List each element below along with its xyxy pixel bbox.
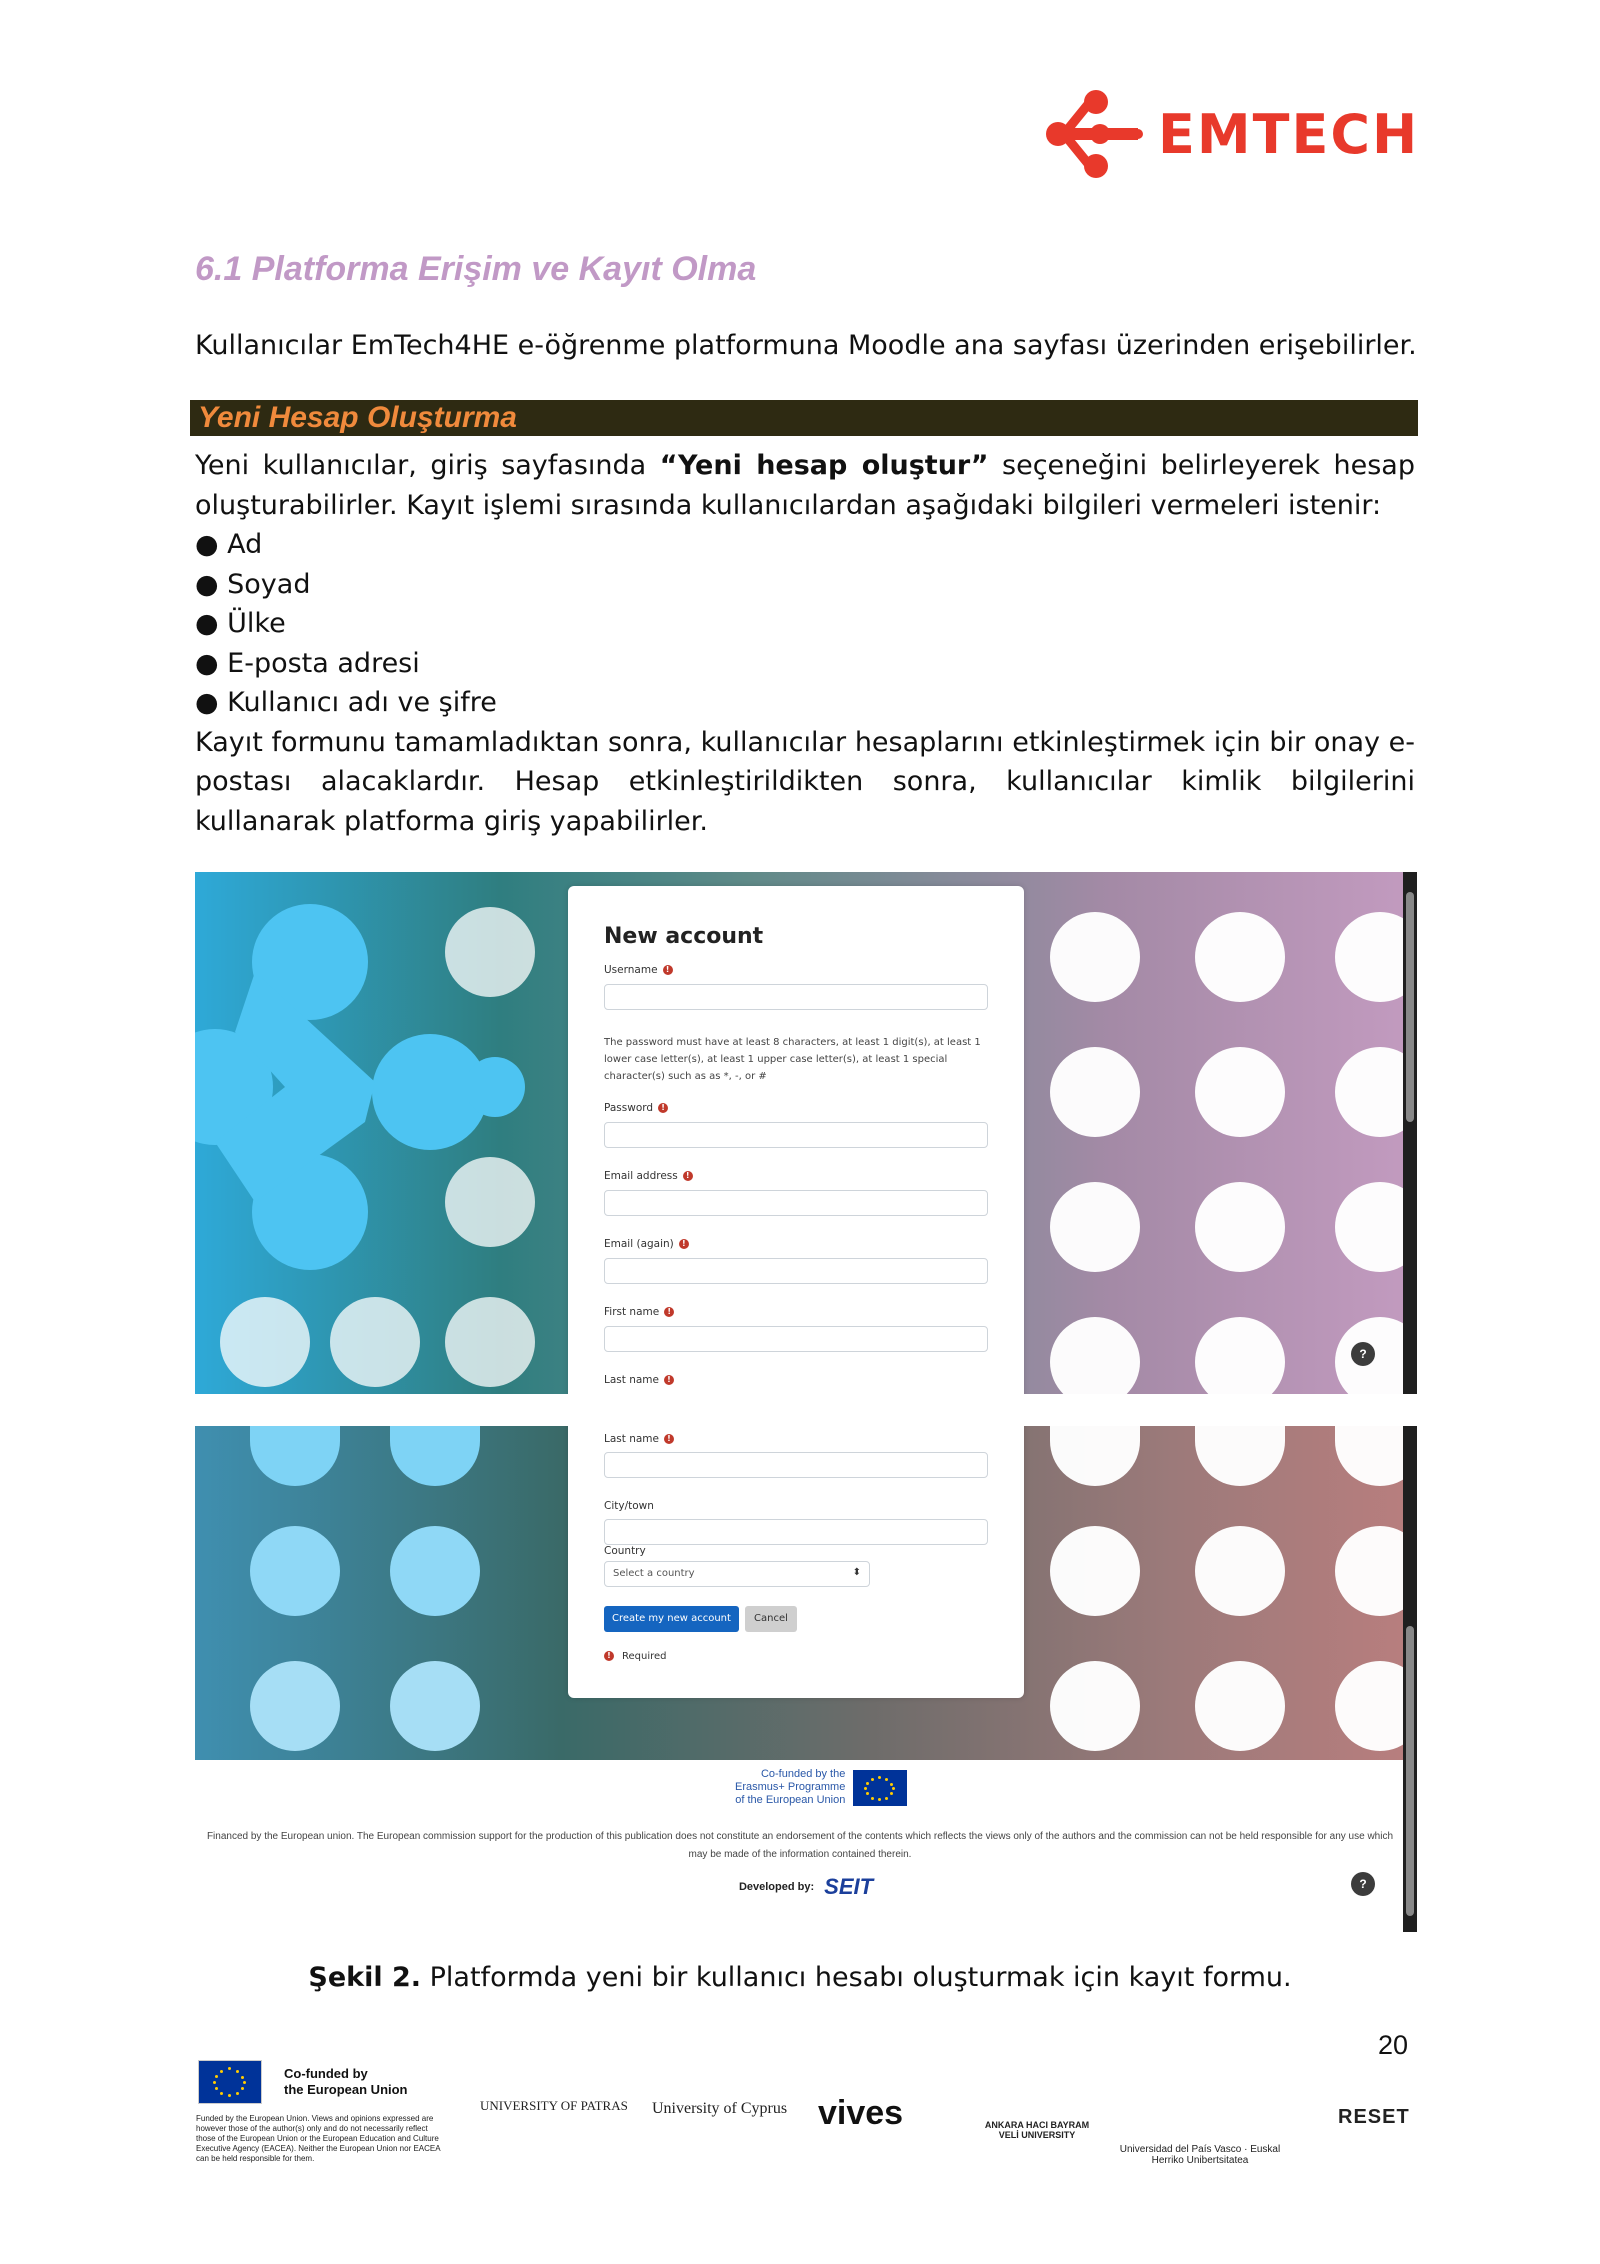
eu-flag-icon [198,2060,262,2104]
body-paragraph-2: Kayıt formunu tamamladıktan sonra, kullanıcılar hesaplarını etkinleştirmek için bir onay e-postası alacaklardır. Hesap etkinleştirildikten sonra, kullanıcılar kimlik bilgilerini kullanarak platforma giriş yapabilirler. [195,726,1415,837]
subsection-banner [190,400,1418,436]
emtech-logo [1040,84,1420,184]
disclaimer-text: Financed by the European union. The European commission support for the production of this publication does not constitute an endorsement of the contents which reflects the views only of the authors and the commission can not be held responsible for any use which may be made of the information contained therein. [206,1831,1394,1860]
bg-dot [1195,1526,1285,1616]
city-input[interactable] [604,1519,988,1545]
funding-disclaimer: Funded by the European Union. Views and opinions expressed are however those of the author(s) only and do not necessarily reflect those of the European Union or the European Education and Culture Executive Agency (EACEA). Neither the European Union nor EACEA can be held responsible for them. [196,2114,441,2163]
last-name-label: Last name ! [604,1433,674,1445]
required-icon: ! [663,965,673,975]
new-account-card [568,886,1024,1394]
last-name-label: Last name ! [604,1374,674,1386]
bg-dot [1050,1047,1140,1137]
bg-dot [1050,1526,1140,1616]
required-icon: ! [664,1307,674,1317]
create-account-button[interactable]: Create my new account [604,1606,739,1632]
body-paragraph-1: Yeni kullanıcılar, giriş sayfasında “Yeni hesap oluştur” seçeneğini belirleyerek hesap oluşturabilirler. Kayıt işlemi sırasında kullanıcılardan aşağıdaki bilgileri vermeleri istenir: [195,450,1415,521]
required-icon: ! [664,1434,674,1444]
password-label: Password ! [604,1102,668,1114]
required-icon: ! [604,1651,614,1661]
logo-text: EMTECH [1158,102,1420,166]
bg-dot [390,1661,480,1751]
partner-patras: UNIVERSITY OF PATRAS [480,2098,628,2113]
scrollbar-thumb[interactable] [1406,892,1414,1122]
help-icon[interactable]: ? [1351,1342,1375,1366]
emtech-molecule-icon [1040,84,1150,184]
list-item: ● Soyad [195,568,311,600]
required-note: ! Required [604,1651,667,1662]
select-chevron-icon: ⬍ [852,1567,861,1578]
bg-dot [250,1526,340,1616]
cancel-button[interactable]: Cancel [745,1606,797,1632]
registration-screenshot-top [195,872,1417,1394]
email-label: Email address ! [604,1170,693,1182]
last-name-input[interactable] [604,1452,988,1478]
partner-cyprus: University of Cyprus [652,2100,788,2117]
platform-logo-shape [195,872,575,1394]
required-icon: ! [658,1103,668,1113]
bg-dot [1050,912,1140,1002]
bg-dot [1195,912,1285,1002]
required-icon: ! [664,1375,674,1385]
username-label: Username ! [604,964,673,976]
country-label: Country [604,1545,646,1557]
bg-dot [250,1661,340,1751]
registration-screenshot-bottom [195,1426,1417,1932]
bg-dot [390,1526,480,1616]
email-again-input[interactable] [604,1258,988,1284]
body-text [195,446,1415,841]
bg-dot [1050,1661,1140,1751]
scrollbar[interactable] [1403,872,1417,1394]
bg-dot [1050,1182,1140,1272]
partner-ahbvu: ANKARA HACI BAYRAM VELİ UNIVERSITY [984,2120,1090,2140]
password-input[interactable] [604,1122,988,1148]
password-policy-note: The password must have at least 8 characters, at least 1 digit(s), at least 1 lower case letter(s), at least 1 upper case letter(s), at least 1 special character(s) such as as *, -, or # [604,1037,981,1082]
seit-logo: SEIT [824,1874,874,1899]
developed-by: Developed by: SEIT [738,1874,874,1899]
list-item: ● Ülke [195,608,286,639]
erasmus-cofunded: Co-funded by the Erasmus+ Programme of the European Union [735,1768,907,1807]
first-name-label: First name ! [604,1306,674,1318]
email-input[interactable] [604,1190,988,1216]
list-item: ● Ad [195,529,263,560]
username-input[interactable] [604,984,988,1010]
required-icon: ! [679,1239,689,1249]
bg-dot [1195,1047,1285,1137]
figure-caption: Şekil 2. Platformda yeni bir kullanıcı hesabı oluşturmak için kayıt formu. [308,1962,1292,1993]
scrollbar[interactable] [1403,1426,1417,1932]
partner-ehu: Universidad del País Vasco · Euskal Herriko Unibertsitatea [1119,2144,1281,2166]
eu-cofunded-footer: Co-funded by the European Union [198,2060,408,2104]
page-number: 20 [1378,2030,1409,2060]
bg-dot [1195,1661,1285,1751]
email-again-label: Email (again) ! [604,1238,689,1250]
country-select[interactable]: Select a country ⬍ [604,1561,870,1587]
city-label: City/town [604,1500,654,1512]
help-icon[interactable]: ? [1351,1872,1375,1896]
list-item: ● Kullanıcı adı ve şifre [195,687,497,718]
eu-flag-icon [853,1770,907,1806]
partner-vives: vives [818,2094,904,2132]
bg-dot [1195,1182,1285,1272]
new-account-card-continued [568,1426,1024,1698]
list-item: ● E-posta adresi [195,647,420,679]
required-icon: ! [683,1171,693,1181]
scrollbar-thumb[interactable] [1406,1626,1414,1916]
partner-reset: RESET [1338,2106,1410,2128]
bold-phrase: “Yeni hesap oluştur” [659,450,989,481]
intro-paragraph: Kullanıcılar EmTech4HE e-öğrenme platformuna Moodle ana sayfası üzerinden erişebilirler. [195,330,1417,361]
subsection-title: Yeni Hesap Oluşturma [198,401,517,434]
form-title: New account [604,924,764,949]
section-title: 6.1 Platforma Erişim ve Kayıt Olma [195,250,757,288]
first-name-input[interactable] [604,1326,988,1352]
